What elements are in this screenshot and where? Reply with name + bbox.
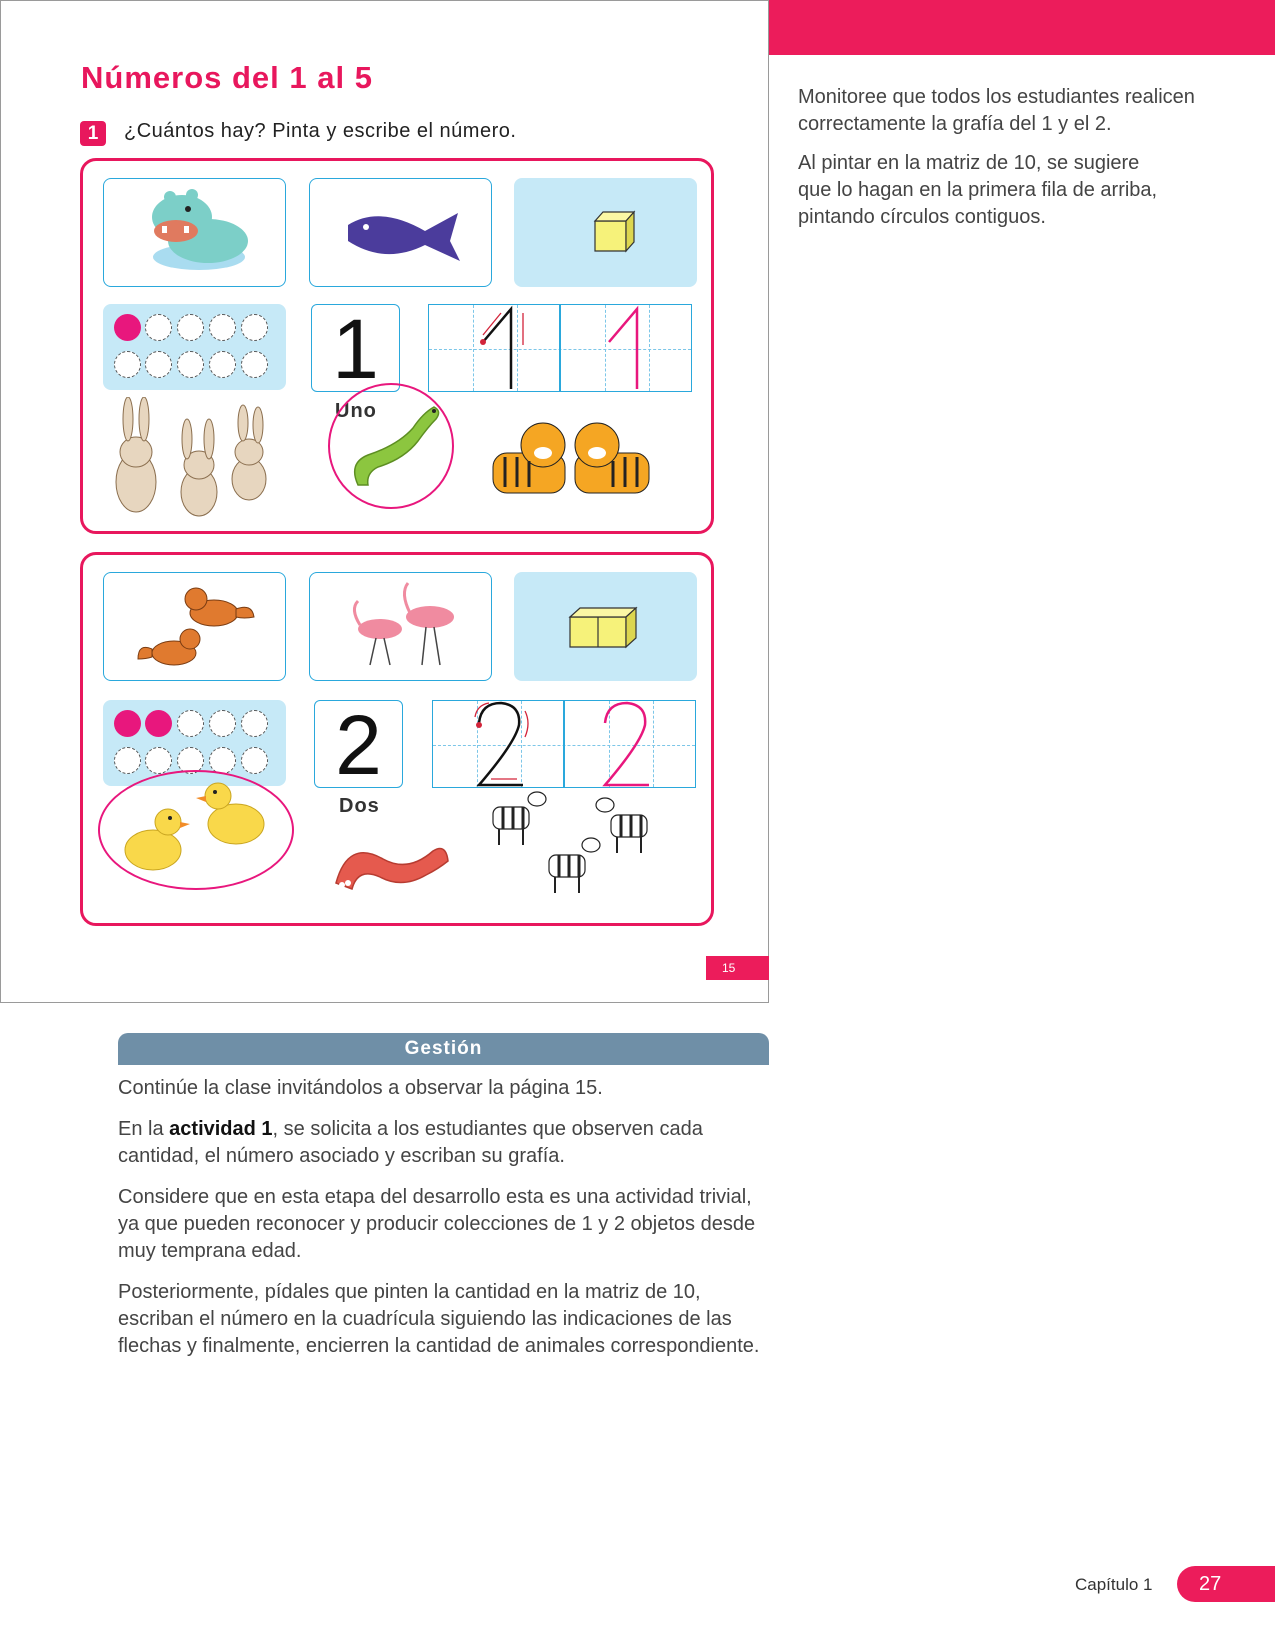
chapter-label: Capítulo 1 bbox=[1075, 1575, 1153, 1594]
hippo-icon bbox=[104, 179, 287, 288]
hippo-card bbox=[103, 178, 286, 287]
cubes-card bbox=[514, 572, 697, 681]
ducks-icon bbox=[108, 780, 288, 880]
worm-icon bbox=[328, 831, 458, 901]
trace-guide-two bbox=[433, 701, 697, 789]
student-page-number: 15 bbox=[706, 956, 769, 980]
fish-icon bbox=[310, 179, 493, 288]
exercise-panel-two bbox=[80, 552, 714, 926]
gestion-paragraph-2: En la actividad 1, se solicita a los estudiantes que observen cada cantidad, el número asociado y escriban su grafía. bbox=[118, 1118, 703, 1167]
activity-number-badge: 1 bbox=[80, 121, 106, 146]
ten-frame-dot[interactable] bbox=[177, 314, 204, 341]
numeral-box: 1 bbox=[311, 304, 400, 392]
ten-frame-dot[interactable] bbox=[114, 351, 141, 378]
foxes-icon bbox=[104, 573, 287, 682]
two-cubes-icon bbox=[515, 573, 698, 682]
ten-frame-dot[interactable] bbox=[209, 351, 236, 378]
ten-frame-dot[interactable] bbox=[241, 710, 268, 737]
ten-frame-dot[interactable] bbox=[177, 710, 204, 737]
flamingos-icon bbox=[310, 573, 493, 682]
top-accent-bar bbox=[769, 0, 1275, 55]
zebras-icon bbox=[483, 785, 683, 915]
ten-frame-dot[interactable] bbox=[145, 314, 172, 341]
number-word: Uno bbox=[335, 400, 377, 422]
rabbits-icon bbox=[91, 397, 291, 527]
tracing-grid[interactable] bbox=[428, 304, 692, 392]
trace-guide-one bbox=[429, 305, 693, 393]
ten-frame-dot[interactable] bbox=[145, 747, 172, 774]
side-note-2: Al pintar en la matriz de 10, se sugiere que lo hagan en la primera fila de arriba, pintando círculos contiguos. bbox=[798, 152, 1158, 228]
page-number-badge: 27 bbox=[1177, 1566, 1275, 1602]
number-word: Dos bbox=[339, 795, 380, 817]
cube-card bbox=[514, 178, 697, 287]
activity-reference: actividad 1 bbox=[169, 1118, 273, 1140]
lizard-icon bbox=[338, 393, 448, 499]
activity-instruction: ¿Cuántos hay? Pinta y escribe el número. bbox=[124, 120, 517, 142]
side-note-1: Monitoree que todos los estudiantes realicen correctamente la grafía del 1 y el 2. bbox=[798, 86, 1195, 135]
ten-frame-dot-filled[interactable] bbox=[114, 314, 141, 341]
ten-frame-dot[interactable] bbox=[177, 351, 204, 378]
ten-frame-dot[interactable] bbox=[209, 314, 236, 341]
ten-frame[interactable] bbox=[103, 304, 286, 390]
gestion-paragraph-1: Continúe la clase invitándolos a observar la página 15. bbox=[118, 1077, 603, 1099]
foxes-card bbox=[103, 572, 286, 681]
page-title: Números del 1 al 5 bbox=[81, 60, 373, 95]
exercise-panel-one bbox=[80, 158, 714, 534]
gestion-paragraph-4: Posteriormente, pídales que pinten la cantidad en la matriz de 10, escriban el número en la cuadrícula siguiendo las indicaciones de las flechas y finalmente, encierren la cantidad de animales correspondiente. bbox=[118, 1281, 760, 1357]
tigers-icon bbox=[483, 417, 663, 507]
tracing-grid[interactable] bbox=[432, 700, 696, 788]
ten-frame-dot-filled[interactable] bbox=[145, 710, 172, 737]
ten-frame-dot[interactable] bbox=[241, 747, 268, 774]
ten-frame-dot[interactable] bbox=[114, 747, 141, 774]
gestion-header: Gestión bbox=[118, 1033, 769, 1065]
fish-card bbox=[309, 178, 492, 287]
gestion-paragraph-3: Considere que en esta etapa del desarrollo esta es una actividad trivial, ya que pueden reconocer y producir colecciones de 1 y 2 objetos desde muy temprana edad. bbox=[118, 1186, 756, 1262]
ten-frame-dot[interactable] bbox=[209, 710, 236, 737]
ten-frame-dot[interactable] bbox=[145, 351, 172, 378]
ten-frame-dot-filled[interactable] bbox=[114, 710, 141, 737]
ten-frame-dot[interactable] bbox=[241, 351, 268, 378]
one-cube-icon bbox=[515, 179, 698, 288]
numeral-box: 2 bbox=[314, 700, 403, 788]
flamingos-card bbox=[309, 572, 492, 681]
ten-frame-dot[interactable] bbox=[241, 314, 268, 341]
